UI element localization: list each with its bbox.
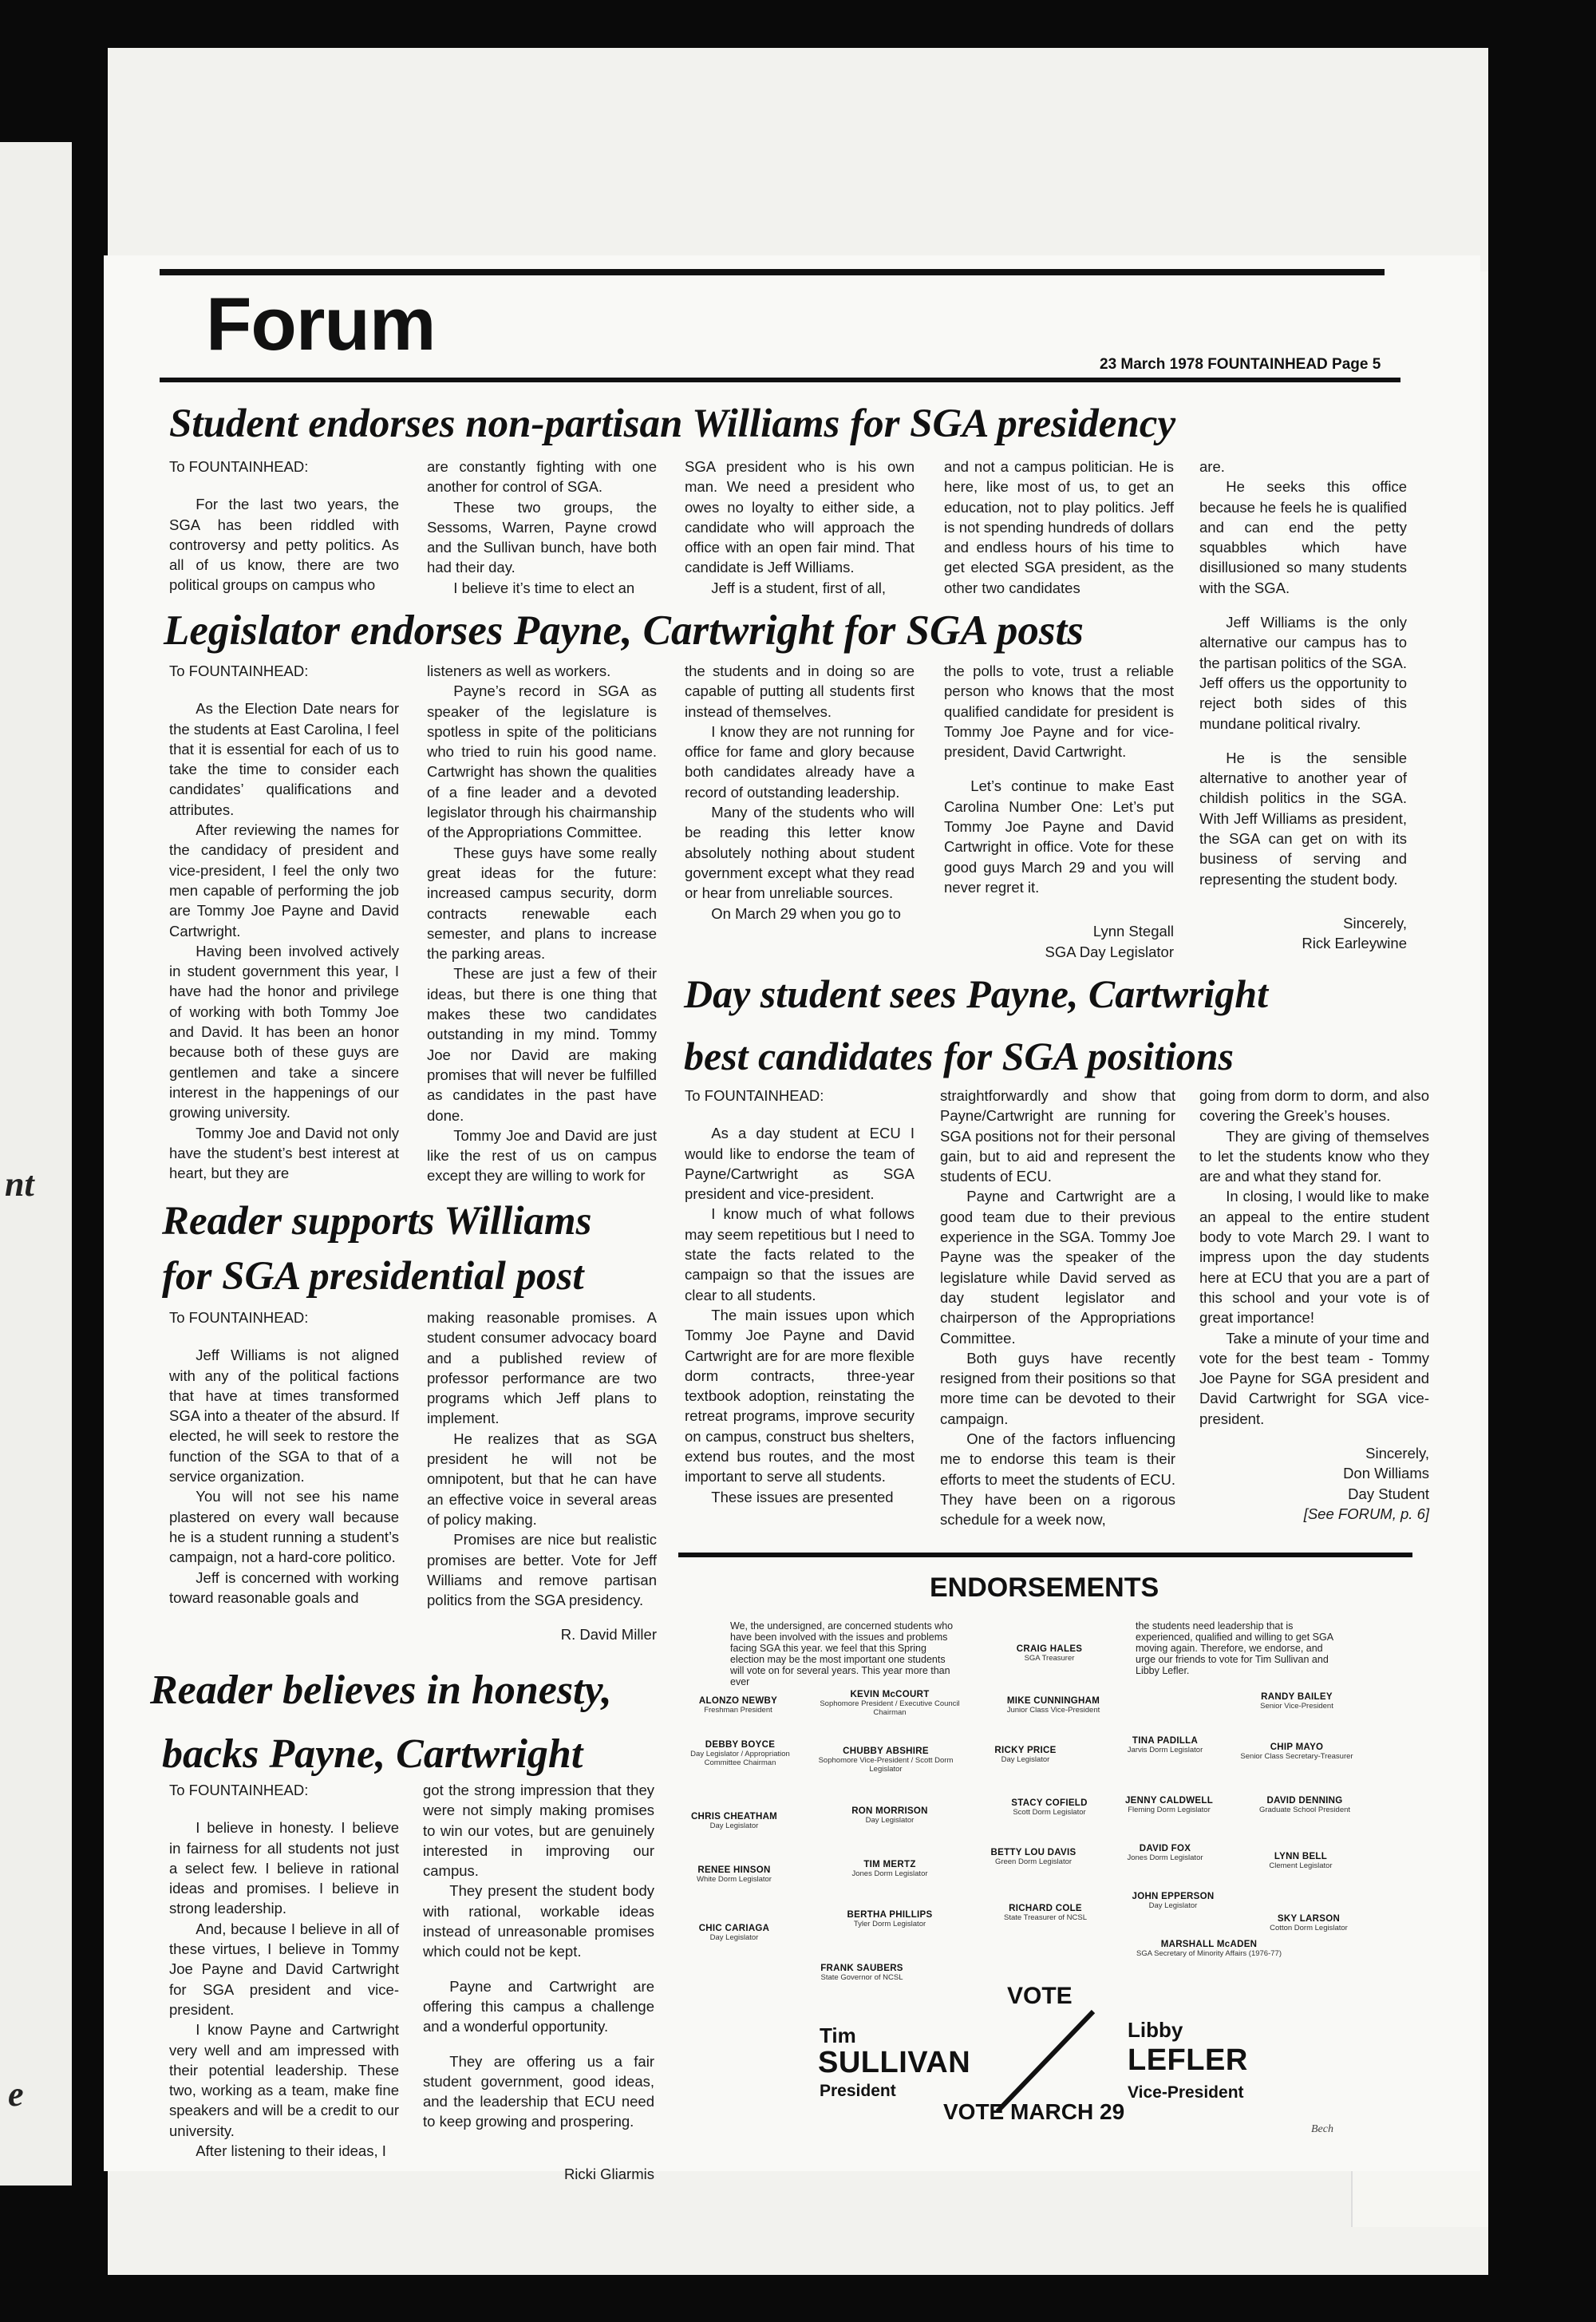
endorser: KEVIN McCOURT Sophomore President / Executive Council Chairman (820, 1690, 960, 1717)
article-column (423, 1780, 654, 2182)
paragraph: Tommy Joe and David are just like the rest of us on campus except they are willing to work for (427, 1126, 657, 1185)
paragraph: SGA president who is his own man. We need a president who owes no loyalty to either side, a candidate who will approach the office with an open fair mind. That candidate is Jeff Williams. (685, 458, 915, 576)
facing-page-fragment: e (8, 2075, 24, 2114)
endorsement-statement: We, the undersigned, are concerned students who have been involved with the issues and problems facing SGA this year. we feel that this Spring election may be the most important one students will vote on for several years. This year more than ever (730, 1620, 954, 1687)
ad-rule (678, 1553, 1412, 1557)
article-column (940, 1086, 1175, 1533)
signature: R. David Miller (560, 1626, 657, 1644)
endorsements-title: ENDORSEMENTS (930, 1572, 1159, 1603)
endorsement-statement: the students need leadership that is experienced, qualified and willing to get SGA moving again. Therefore, we endorse, and urge our friends to vote for Tim Sullivan and Libby Lefler. (1136, 1620, 1333, 1676)
paragraph: These two groups, the Sessoms, Warren, Payne crowd and the Sullivan bunch, have both had their day. (427, 498, 657, 576)
paragraph: He is the sensible alternative to another year of childish politics in the SGA. With Jeff Williams as president, the SGA can get on with its business of serving and representing the student body. (1199, 749, 1407, 888)
paragraph: And, because I believe in all of these virtues, I believe in Tommy Joe Payne and David Cartwright for SGA president and vice-president. (169, 1920, 399, 2018)
ad-initials: Bech (1311, 2123, 1333, 2135)
paragraph: Let’s continue to make East Carolina Number One: Let’s put Tommy Joe Payne and David Cartwright in office. Vote for these good guys March 29 and you will never regret it. (944, 777, 1174, 896)
paragraph: As the Election Date nears for the students at East Carolina, I feel that it is essential for each of us to take the time to consider each candidates’ qualifications and attributes. (169, 700, 399, 818)
endorser: DAVID DENNING Graduate School President (1258, 1796, 1351, 1814)
closing: Sincerely, (1343, 914, 1407, 932)
endorser: TINA PADILLA Jarvis Dorm Legislator (1127, 1736, 1203, 1754)
closing: Sincerely, (1365, 1445, 1429, 1462)
signer-title: SGA Day Legislator (1045, 943, 1174, 960)
paragraph: These guys have some really great ideas for the future: increased campus security, dorm contracts renewable each semester, and plans to increase the parking areas. (427, 844, 657, 963)
endorser: RANDY BAILEY Senior Vice-President (1260, 1692, 1333, 1711)
headline-reader-williams-line2: for SGA presidential post (162, 1254, 584, 1299)
vp-first-name: Libby (1128, 2018, 1183, 2042)
endorser: LYNN BELL Clement Legislator (1269, 1852, 1333, 1870)
article-column (944, 661, 1174, 963)
paragraph: the polls to vote, trust a reliable person who knows that the most qualified candidate for president is Tommy Joe Payne and for vice-president, David Cartwright. (944, 663, 1174, 761)
article-column (1199, 1086, 1429, 1541)
endorser: CHUBBY ABSHIRE Sophomore Vice-President / Scott Dorm Legislator (818, 1746, 954, 1774)
continued-note: [See FORUM, p. 6] (1303, 1505, 1429, 1522)
article-column (169, 1780, 399, 2167)
paragraph: Jeff Williams is not aligned with any of the political factions that have at times transformed SGA into a theater of the absurd. If elected, he will seek to restore the function of the SGA to that of a service organization. (169, 1347, 399, 1485)
paragraph: are constantly fighting with one another for control of SGA. (427, 458, 657, 496)
paragraph: As a day student at ECU I would like to endorse the team of Payne/Cartwright as SGA president and vice-president. (685, 1125, 915, 1203)
signature: Lynn Stegall (1092, 923, 1174, 940)
article-column (169, 661, 399, 1188)
paragraph: For the last two years, the SGA has been riddled with controversy and petty politics. As all of us know, there are two political groups on campus who (169, 496, 399, 594)
paragraph: In closing, I would like to make an appeal to the entire student body to vote March 29. I want to impress upon the day students here at ECU that you are a part of this school and your vote is of great importance! (1199, 1188, 1429, 1327)
endorser: BERTHA PHILLIPS Tyler Dorm Legislator (847, 1910, 933, 1928)
paragraph: going from dorm to dorm, and also covering the Greek’s houses. (1199, 1087, 1429, 1125)
endorser: RENEE HINSON White Dorm Legislator (697, 1865, 772, 1884)
endorser: DAVID FOX Jones Dorm Legislator (1127, 1844, 1203, 1862)
paragraph: Many of the students who will be reading this letter know absolutely nothing about student government except what they read or hear from unreliable sources. (685, 804, 915, 902)
endorser: MARSHALL McADEN SGA Secretary of Minority Affairs (1976-77) (1136, 1940, 1282, 1958)
vp-role: Vice-President (1128, 2083, 1244, 2102)
headline-honesty: Reader believes in honesty, (150, 1667, 612, 1713)
endorser: CHIC CARIAGA Day Legislator (698, 1924, 770, 1942)
headline-legislator-payne: Legislator endorses Payne, Cartwright for SGA posts (164, 607, 1084, 654)
endorser: FRANK SAUBERS State Governor of NCSL (820, 1964, 903, 1982)
paragraph: One of the factors influencing me to endorse this team is their efforts to meet the students of ECU. They have been on a rigorous schedule for a week now, (940, 1430, 1175, 1529)
endorser: RON MORRISON Day Legislator (851, 1806, 928, 1825)
paragraph: Jeff is a student, first of all, (711, 579, 886, 596)
paragraph: I believe in honesty. I believe in fairness for all students not just a select few. I believe in rational ideas and promises. I believe in strong leadership. (169, 1819, 399, 1917)
top-rule (160, 269, 1385, 275)
paragraph: are. (1199, 458, 1225, 475)
endorser: JOHN EPPERSON Day Legislator (1132, 1892, 1215, 1910)
endorser: CHRIS CHEATHAM Day Legislator (690, 1812, 778, 1830)
vote-heading: VOTE (1007, 1983, 1073, 2009)
paragraph: You will not see his name plastered on every wall because he is a student running a student’s campaign, not a hard-core politico. (169, 1488, 399, 1566)
endorser: CRAIG HALES SGA Treasurer (1016, 1644, 1083, 1663)
paragraph: Both guys have recently resigned from their positions so that more time can be devoted to their campaign. (940, 1349, 1175, 1427)
paragraph: Jeff is concerned with working toward reasonable goals and (169, 1568, 399, 1606)
paragraph: Payne and Cartwright are offering this campus a challenge and a wonderful opportunity. (423, 1977, 654, 2035)
masthead-rule (160, 378, 1400, 382)
paragraph: After reviewing the names for the candidacy of president and vice-president, I feel the only two men capable of performing the job are Tommy Joe Payne and David Cartwright. (169, 821, 399, 939)
article-column (427, 1307, 657, 1655)
paragraph: He seeks this office because he feels he is qualified and can end the petty squabbles which have disillusioned so many students with the SGA. (1199, 478, 1407, 596)
article-column (427, 457, 657, 597)
endorser: MIKE CUNNINGHAM Junior Class Vice-President (1006, 1696, 1100, 1715)
paragraph: making reasonable promises. A student consumer advocacy board and a published review of professor performance are two programs which Jeff plans to implement. (427, 1309, 657, 1427)
article-column (1199, 457, 1407, 975)
signature: Rick Earleywine (1302, 935, 1407, 952)
article-column (685, 457, 915, 597)
paragraph: got the strong impression that they were not simply making promises to win our votes, but are genuinely interested in improving our campus. (423, 1782, 654, 1880)
paragraph: Payne’s record in SGA as speaker of the legislature is spotless in spite of the politicians who tried to ruin his good name. Cartwright has shown the qualities of a fine leader and a devoted legislator through his chairmanship of the Appropriations Committee. (427, 682, 657, 841)
section-masthead: Forum (206, 282, 436, 366)
paragraph: On March 29 when you go to (711, 904, 901, 922)
paragraph: He realizes that as SGA president he will not be omnipotent, but that he can have an effective voice in several areas of policy making. (427, 1430, 657, 1528)
vp-last-name: LEFLER (1128, 2043, 1248, 2077)
paragraph: I know Payne and Cartwright very well and am impressed with their potential leadership. These two, working as a team, make fine speakers and will be a credit to our university. (169, 2021, 399, 2139)
endorser: ALONZO NEWBY Freshman President (698, 1696, 778, 1715)
endorser: RICHARD COLE State Treasurer of NCSL (1003, 1904, 1088, 1922)
paragraph: Payne and Cartwright are a good team due to their previous experience in the SGA. Tommy Joe Payne was the speaker of the legislature while David served as day student legislator and chairperson of the Appropriations Committee. (940, 1188, 1175, 1347)
paragraph: Promises are nice but realistic promises are better. Vote for Jeff Williams and remove partisan politics from the SGA presidency. (427, 1531, 657, 1609)
endorser: JENNY CALDWELL Fleming Dorm Legislator (1124, 1796, 1214, 1814)
headline-reader-williams: Reader supports Williams (162, 1199, 592, 1244)
article-column (685, 661, 915, 963)
paragraph: I know they are not running for office for fame and glory because both candidates already have a record of outstanding leadership. (685, 722, 915, 801)
paragraph: Jeff Williams is the only alternative our campus has to the partisan politics of the SGA. Jeff offers us the opportunity to reject both sides of this mundane political rivalry. (1199, 614, 1407, 732)
headline-day-student: Day student sees Payne, Cartwright (684, 971, 1268, 1016)
dateline: 23 March 1978 FOUNTAINHEAD Page 5 (1100, 356, 1381, 373)
headline-williams-nonpartisan: Student endorses non-partisan Williams for SGA presidency (169, 402, 1176, 446)
article-column (427, 661, 657, 1188)
salutation: To FOUNTAINHEAD: (169, 458, 309, 475)
paragraph: They are offering us a fair student government, good ideas, and the leadership that ECU need to keep growing and prospering. (423, 2052, 654, 2130)
salutation: To FOUNTAINHEAD: (169, 663, 309, 679)
vote-date: VOTE MARCH 29 (943, 2099, 1125, 2124)
signer-title: Day Student (1348, 1485, 1429, 1502)
president-first-name: Tim (820, 2023, 856, 2047)
paragraph: Having been involved actively in student government this year, I have had the honor and privilege of working with both Tommy Joe and David. It has been an honor because both of these guys are gentlemen and take a sincere interest in the happenings of our growing university. (169, 942, 399, 1121)
paragraph: I know much of what follows may seem repetitious but I need to state the facts related to the campaign so that the issues are clear to all students. (685, 1205, 915, 1303)
paragraph: They are giving of themselves to let the students know who they are and what they stand for. (1199, 1127, 1429, 1185)
article-column (685, 1086, 915, 1533)
signature: Don Williams (1343, 1465, 1429, 1482)
salutation: To FOUNTAINHEAD: (169, 1782, 309, 1798)
endorser: RICKY PRICE Day Legislator (994, 1746, 1057, 1764)
article-column (944, 457, 1174, 597)
paragraph: the students and in doing so are capable of putting all students first instead of themselves. (685, 663, 915, 720)
paragraph: listeners as well as workers. (427, 663, 611, 679)
paragraph: They present the student body with rational, workable ideas instead of unreasonable promises which could not be kept. (423, 1882, 654, 1960)
endorser: CHIP MAYO Senior Class Secretary-Treasurer (1240, 1742, 1353, 1761)
paragraph: I believe it’s time to elect an (453, 579, 635, 596)
facing-page-edge (0, 142, 72, 2186)
facing-page-fragment: nt (5, 1165, 34, 1204)
paragraph: Take a minute of your time and vote for the best team - Tommy Joe Payne for SGA president and David Cartwright for SGA vice-president. (1199, 1329, 1429, 1427)
endorser: TIM MERTZ Jones Dorm Legislator (851, 1860, 928, 1878)
president-last-name: SULLIVAN (818, 2046, 971, 2079)
paragraph: and not a campus politician. He is here, like most of us, to get an education, not to play politics. Jeff is not spending hundreds of dollars and endless hours of his time to get elected SGA president, as the other two candidates (944, 458, 1174, 596)
headline-honesty-line2: backs Payne, Cartwright (162, 1731, 583, 1777)
article-column (169, 457, 399, 597)
paragraph: The main issues upon which Tommy Joe Payne and David Cartwright are for are more flexible dorm contracts, three-year textbook adoption, reinstating the retreat programs, improve security on campus, construct bus shelters, extend bus routes, and the most important to serve all students. (685, 1306, 915, 1485)
endorser: STACY COFIELD Scott Dorm Legislator (1011, 1798, 1088, 1817)
paragraph: After listening to their ideas, I (196, 2142, 386, 2160)
signature: Ricki Gliarmis (563, 2165, 654, 2182)
salutation: To FOUNTAINHEAD: (685, 1087, 824, 1104)
president-role: President (820, 2082, 896, 2100)
paragraph: These issues are presented (711, 1488, 894, 1505)
salutation: To FOUNTAINHEAD: (169, 1309, 309, 1326)
article-column (169, 1307, 399, 1655)
endorser: DEBBY BOYCE Day Legislator / Appropriation Committee Chairman (690, 1740, 790, 1767)
endorser: SKY LARSON Cotton Dorm Legislator (1270, 1914, 1348, 1932)
paragraph: Tommy Joe and David not only have the student’s best interest at heart, but they are (169, 1124, 399, 1182)
paragraph: straightforwardly and show that Payne/Cartwright are running for SGA positions not for their personal gain, but to aid and represent the students of ECU. (940, 1087, 1175, 1185)
headline-day-student-line2: best candidates for SGA positions (684, 1034, 1234, 1078)
endorser: BETTY LOU DAVIS Green Dorm Legislator (990, 1848, 1077, 1866)
paragraph: These are just a few of their ideas, but there is one thing that makes these two candidates outstanding in my mind. Tommy Joe nor David are making promises that will never be fulfilled as candidates in the past have done. (427, 965, 657, 1124)
